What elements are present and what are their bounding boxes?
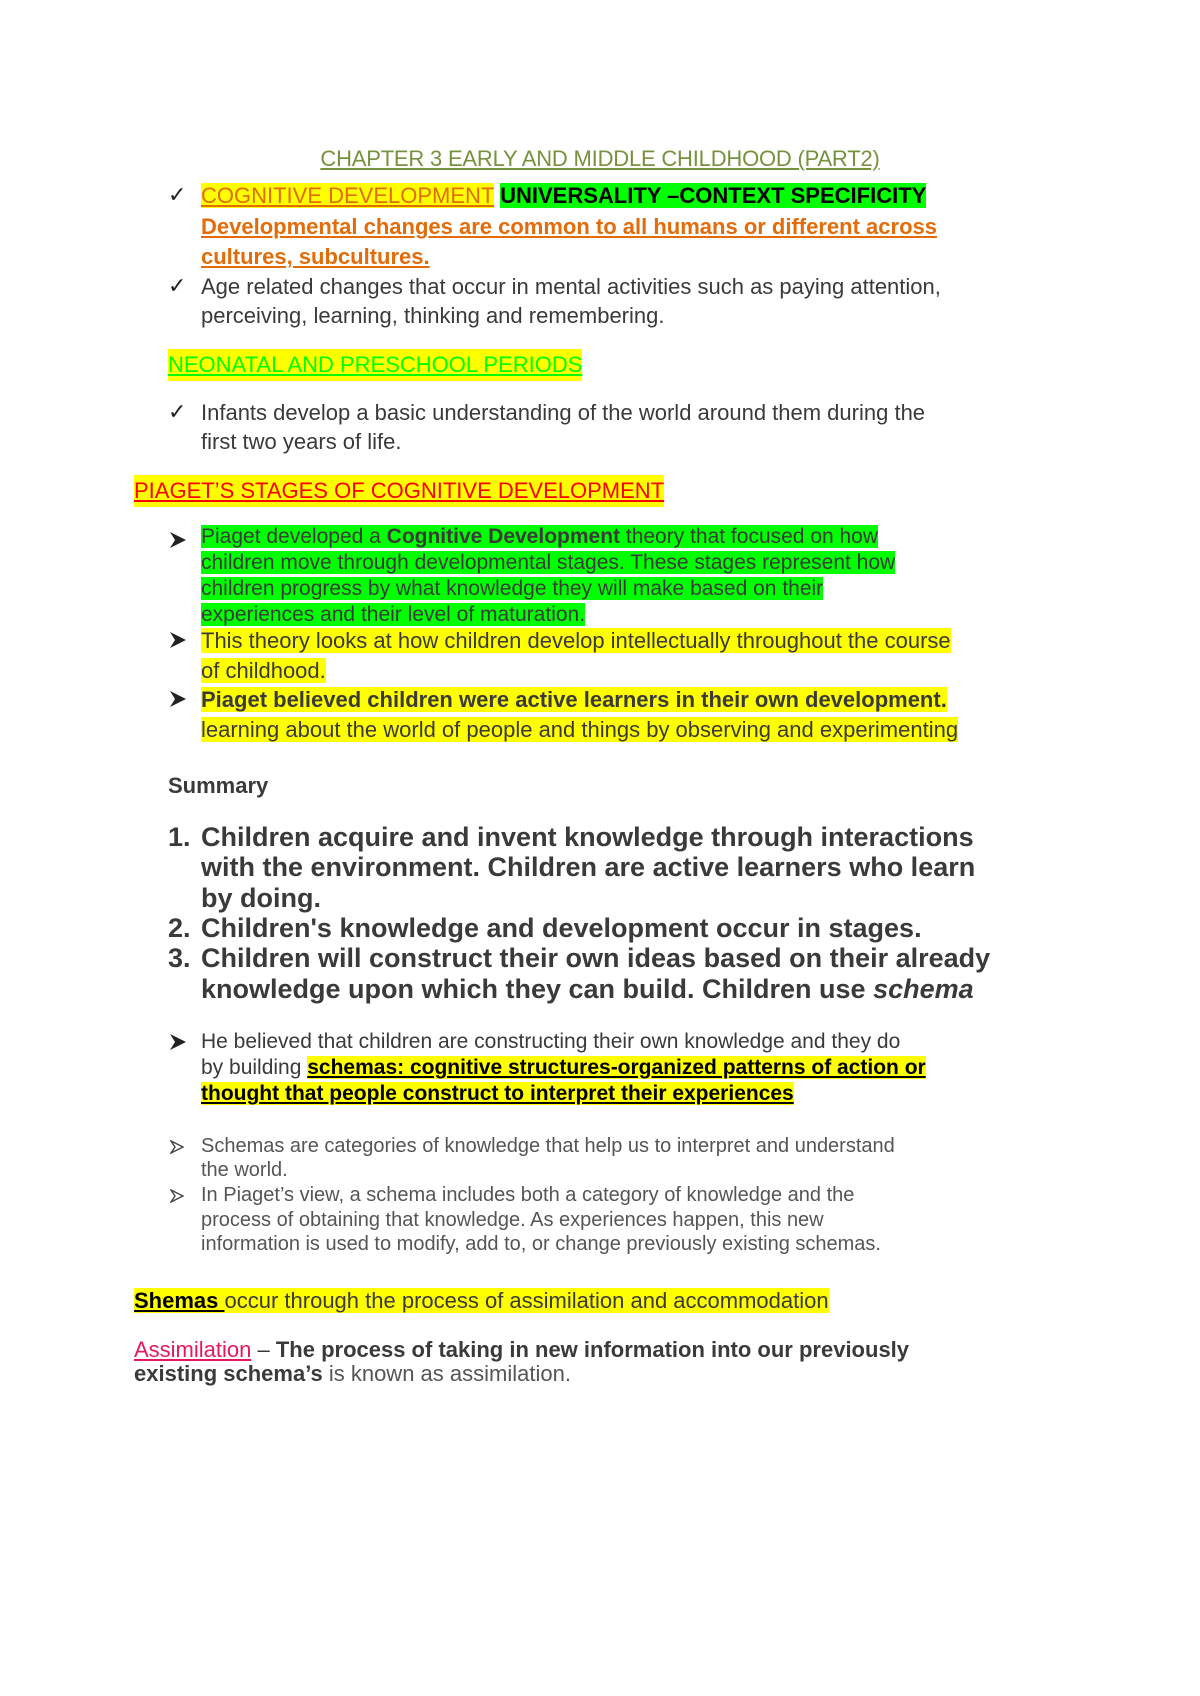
age-related-line1: Age related changes that occur in mental activities such as paying attention, — [201, 274, 941, 299]
piaget-bullet2-line1: This theory looks at how children develop intellectually throughout the course — [201, 628, 951, 653]
arrow-bullet-icon — [170, 1140, 184, 1154]
summary-item-3-line1: Children will construct their own ideas based on their already — [201, 943, 991, 973]
assimilation-line1: Assimilation – The process of taking in new information into our previously — [134, 1337, 910, 1362]
summary-label: Summary — [168, 773, 269, 798]
summary-num-1: 1. — [168, 822, 191, 852]
arrow-bullet-icon — [169, 1033, 187, 1051]
cognitive-desc-line1: Developmental changes are common to all humans or different across — [201, 214, 937, 239]
neonatal-line2: first two years of life. — [201, 429, 402, 454]
page-title: CHAPTER 3 EARLY AND MIDDLE CHILDHOOD (PART2) — [320, 146, 880, 171]
piaget-bullet1-line2: children move through developmental stages. These stages represent how — [201, 551, 896, 574]
age-related-line2: perceiving, learning, thinking and remembering. — [201, 303, 665, 328]
assimilation-line2: existing schema’s is known as assimilation. — [134, 1361, 571, 1386]
summary-num-3: 3. — [168, 943, 191, 973]
summary-item-3-line2: knowledge upon which they can build. Children use schema — [201, 974, 974, 1004]
piaget-bullet3-line2: learning about the world of people and things by observing and experimenting — [201, 717, 959, 742]
piaget-bullet2-line2: of childhood. — [201, 658, 326, 683]
cognitive-heading-line — [201, 180, 926, 212]
checkmark-icon: ✓ — [168, 399, 187, 424]
schemas-bullet1-line2: by building schemas: cognitive structures-organized patterns of action or — [201, 1056, 926, 1079]
arrow-bullet-icon — [170, 1189, 184, 1203]
cognitive-desc-line2: cultures, subcultures. — [201, 244, 430, 269]
arrow-bullet-icon — [169, 531, 187, 549]
summary-item-1-line3: by doing. — [201, 883, 321, 913]
summary-item-1-line1: Children acquire and invent knowledge through interactions — [201, 822, 974, 852]
piaget-bullet3-line1: Piaget believed children were active learners in their own development. — [201, 687, 947, 712]
assimilation-term: Assimilation — [134, 1337, 252, 1362]
schemas-bullet1-line1: He believed that children are constructing their own knowledge and they do — [201, 1030, 901, 1053]
summary-item-2-line1: Children's knowledge and development occur in stages. — [201, 913, 922, 943]
shemas-line: Shemas occur through the process of assimilation and accommodation — [134, 1288, 829, 1313]
schemas-bullet1-line3: thought that people construct to interpret their experiences — [201, 1082, 794, 1105]
arrow-bullet-icon — [169, 690, 187, 708]
summary-item-1-line2: with the environment. Children are active learners who learn — [201, 852, 976, 882]
checkmark-icon: ✓ — [168, 182, 187, 207]
shemas-word: Shemas — [134, 1288, 225, 1313]
arrow-bullet-icon — [169, 631, 187, 649]
piaget-bullet1-line3: children progress by what knowledge they will make based on their — [201, 577, 824, 600]
checkmark-icon: ✓ — [168, 273, 187, 298]
piaget-heading: PIAGET’S STAGES OF COGNITIVE DEVELOPMENT — [134, 475, 664, 507]
universality-label: UNIVERSALITY –CONTEXT SPECIFICITY — [500, 183, 927, 208]
summary-num-2: 2. — [168, 913, 191, 943]
schemas-bullet2-line2: the world. — [201, 1159, 288, 1181]
neonatal-heading: NEONATAL AND PRESCHOOL PERIODS — [168, 349, 582, 381]
piaget-bullet1-line1: Piaget developed a Cognitive Development theory that focused on how — [201, 525, 879, 548]
cognitive-heading: COGNITIVE DEVELOPMENT — [201, 183, 494, 208]
piaget-bullet1-line4: experiences and their level of maturation. — [201, 603, 586, 626]
schema-word: schema — [873, 974, 974, 1004]
neonatal-line1: Infants develop a basic understanding of the world around them during the — [201, 400, 926, 425]
schemas-bullet3-line1: In Piaget’s view, a schema includes both a category of knowledge and the — [201, 1184, 855, 1206]
schemas-bullet2-line1: Schemas are categories of knowledge that help us to interpret and understand — [201, 1135, 895, 1157]
schemas-bullet3-line3: information is used to modify, add to, or change previously existing schemas. — [201, 1233, 881, 1255]
schemas-bullet3-line2: process of obtaining that knowledge. As experiences happen, this new — [201, 1209, 824, 1231]
